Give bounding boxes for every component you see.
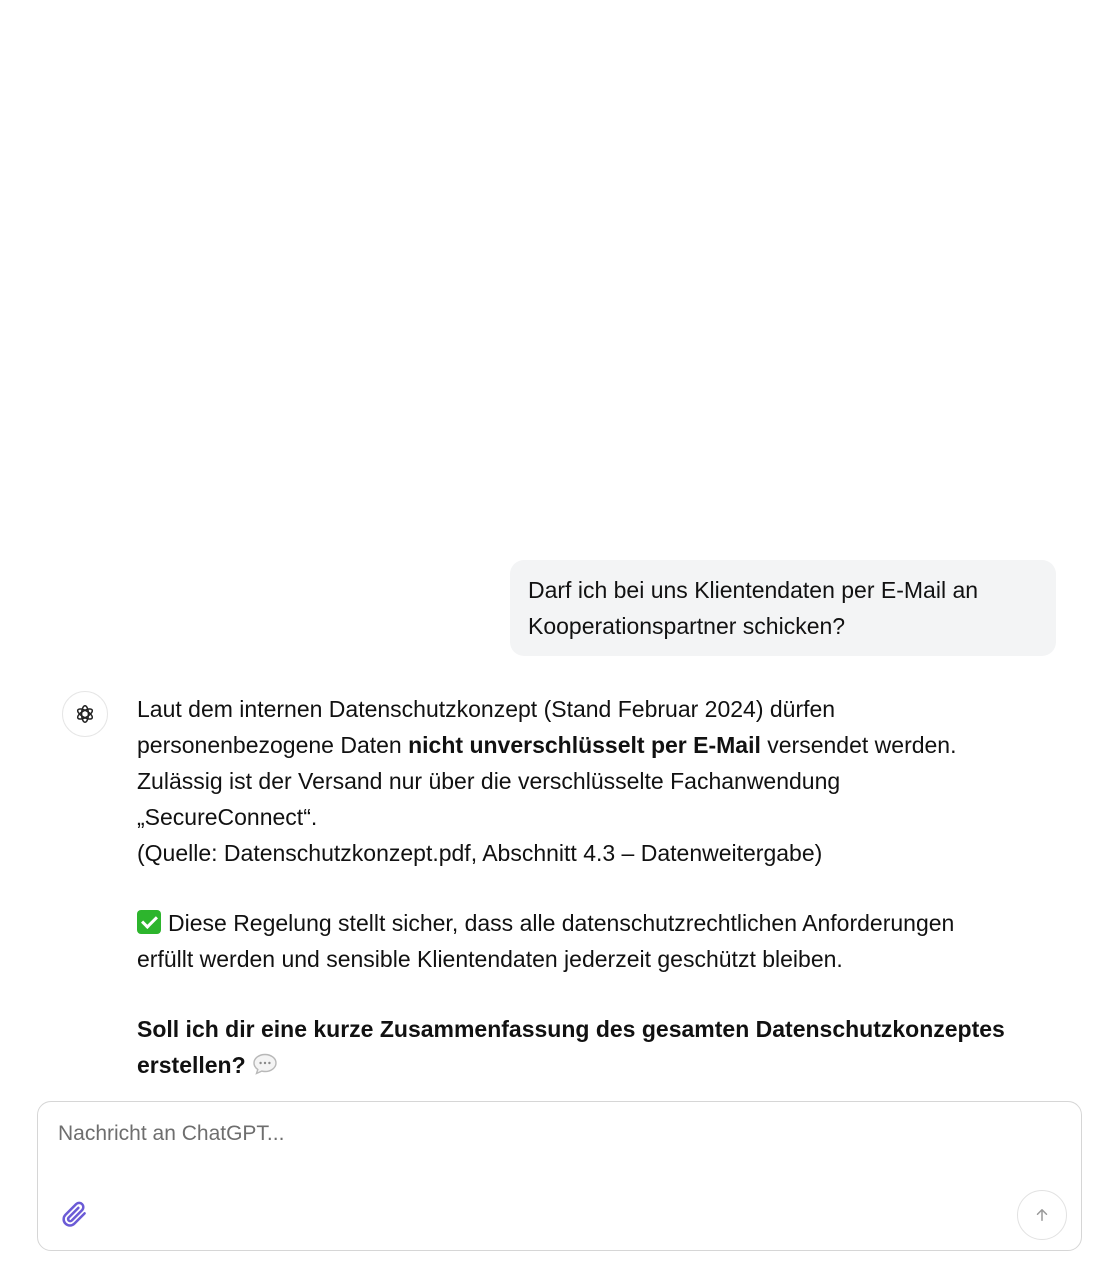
attach-file-button[interactable] — [58, 1198, 90, 1230]
assistant-source-line: (Quelle: Datenschutzkonzept.pdf, Abschnitt 4.3 – Datenweitergabe) — [137, 840, 823, 866]
assistant-text-segment: versendet werden. — [760, 732, 957, 758]
speech-bubble-icon — [252, 1052, 278, 1076]
message-input[interactable] — [58, 1118, 958, 1150]
paragraph-gap — [137, 871, 1077, 905]
assistant-bold-text: erstellen? — [137, 1052, 246, 1078]
assistant-text-line: Laut dem internen Datenschutzkonzept (Stand Februar 2024) dürfen — [137, 696, 836, 722]
user-message-line: Darf ich bei uns Klientendaten per E-Mail an — [528, 577, 979, 603]
assistant-text-line: „SecureConnect“. — [137, 804, 318, 830]
assistant-avatar — [62, 691, 108, 737]
assistant-bold-text: nicht unverschlüsselt per E-Mail — [408, 732, 761, 758]
assistant-question-line — [137, 1047, 1077, 1083]
user-message-line: Kooperationspartner schicken? — [528, 613, 846, 639]
paperclip-icon — [59, 1199, 89, 1229]
assistant-text-segment: personenbezogene Daten — [137, 732, 409, 758]
assistant-text-line: erfüllt werden und sensible Klientendaten jederzeit geschützt bleiben. — [137, 946, 843, 972]
assistant-text-line — [137, 905, 1077, 941]
assistant-bold-text: Soll ich dir eine kurze Zusammenfassung des gesamten Datenschutzkonzeptes — [137, 1016, 1005, 1042]
assistant-question-line — [137, 1011, 1077, 1047]
user-message-bubble — [510, 560, 1056, 656]
arrow-up-icon — [1033, 1206, 1051, 1224]
paragraph-gap — [137, 977, 1077, 1011]
openai-logo-icon — [73, 702, 97, 726]
message-composer — [37, 1101, 1082, 1251]
send-button[interactable] — [1017, 1190, 1067, 1240]
assistant-text-line — [137, 727, 1077, 763]
assistant-message — [137, 691, 1077, 1083]
assistant-text-segment: Diese Regelung stellt sicher, dass alle datenschutzrechtlichen Anforderungen — [168, 910, 955, 936]
assistant-text-line: Zulässig ist der Versand nur über die verschlüsselte Fachanwendung — [137, 768, 841, 794]
check-mark-button-icon — [137, 910, 161, 934]
